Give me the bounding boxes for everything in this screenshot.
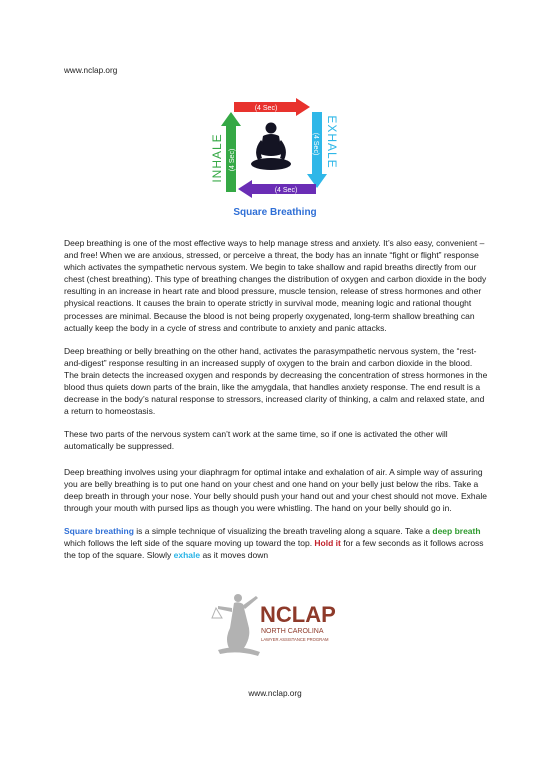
body-text: [64, 237, 488, 572]
right-sub-label: (4 Sec): [312, 132, 319, 156]
logo-line-2: LAWYER ASSISTANCE PROGRAM: [261, 637, 329, 642]
paragraph-5: [64, 525, 488, 561]
logo-line-1: NORTH CAROLINA: [261, 628, 324, 635]
paragraph-5-text-1: is a simple technique of visualizing the breath traveling along a square. Take a: [133, 525, 433, 536]
term-hold-it: Hold it: [314, 537, 341, 548]
square-breathing-diagram: [200, 98, 350, 200]
right-arrow: [307, 112, 339, 188]
term-exhale: exhale: [173, 550, 201, 561]
bottom-label: (4 Sec): [274, 187, 298, 194]
term-square-breathing: Square breathing: [64, 525, 134, 536]
left-arrow: [210, 112, 241, 192]
paragraph-5-text-4: as it moves down: [200, 550, 269, 561]
paragraph-1: Deep breathing is one of the most effective ways to help manage stress and anxiety. It’s also easy, convenient – and free! When we are anxious, stressed, or perceive a threat, the body has an innate “fight or flight” response which activates the sympathetic nervous system. We begin to take shallow and rapid breaths directly from our chest (chest breathing). This type of breathing changes the distribution of oxygen and carbon dioxide in the body resulting in an increase in heart rate and blood pressure, muscle tension, release of stress hormones and other physical reactions. It causes the brain to operate strictly in survival mode, meaning logic and rational thought processes are minimal. Because the blood is not being properly oxygenated, long-term shallow breathing can actually keep the body in a cycle of stress and contribute to anxiety and panic attacks.: [64, 238, 487, 333]
meditation-figure-icon: [251, 123, 291, 171]
left-sub-label: (4 Sec): [229, 148, 236, 172]
top-arrow: [234, 98, 310, 116]
paragraph-4: Deep breathing involves using your diaphragm for optimal intake and exhalation of air. A simple way of assuring you are belly breathing is to put one hand on your chest and one hand on your belly just below the ribs. Take a deep breath in through your nose. Your belly should push your hand out and your chest should not move. Exhale through your mouth with pursed lips as though you were whistling. The hand on your belly should go in.: [64, 466, 487, 513]
bottom-arrow: [238, 180, 316, 198]
paragraph-5-text-3: for a few seconds as it follows across the top of the square. Slowly: [64, 537, 484, 561]
nclap-logo: [208, 588, 348, 662]
top-label: (4 Sec): [254, 105, 278, 112]
footer-url: www.nclap.org: [248, 689, 302, 698]
paragraph-3: These two parts of the nervous system can’t work at the same time, so if one is activated the other will automatically be suppressed.: [64, 429, 448, 452]
paragraph-2: Deep breathing or belly breathing on the other hand, activates the parasympathetic nervous system, the “rest-and-digest” response resulting in an increased supply of oxygen to the brain and carbon dioxide in the blood. The brain detects the increased oxygen and responds by decreasing the concentration of stress hormones in the blood thus quiets down parts of the brain, like the amygdala, that handles anxiety response. The end result is a decrease in the body’s natural response to stressors, increased clarity of thinking, a calm and relaxed state, and a return to homeostasis.: [64, 345, 488, 417]
lady-justice-icon: [212, 594, 260, 656]
term-deep-breath: deep breath: [432, 525, 481, 536]
header-url: www.nclap.org: [64, 66, 118, 75]
page-title: Square Breathing: [233, 207, 317, 218]
inhale-label: INHALE: [210, 133, 224, 183]
exhale-label: EXHALE: [325, 115, 339, 169]
logo-name: NCLAP: [260, 602, 336, 627]
paragraph-5-text-2: which follows the left side of the square moving up toward the top.: [64, 537, 315, 548]
